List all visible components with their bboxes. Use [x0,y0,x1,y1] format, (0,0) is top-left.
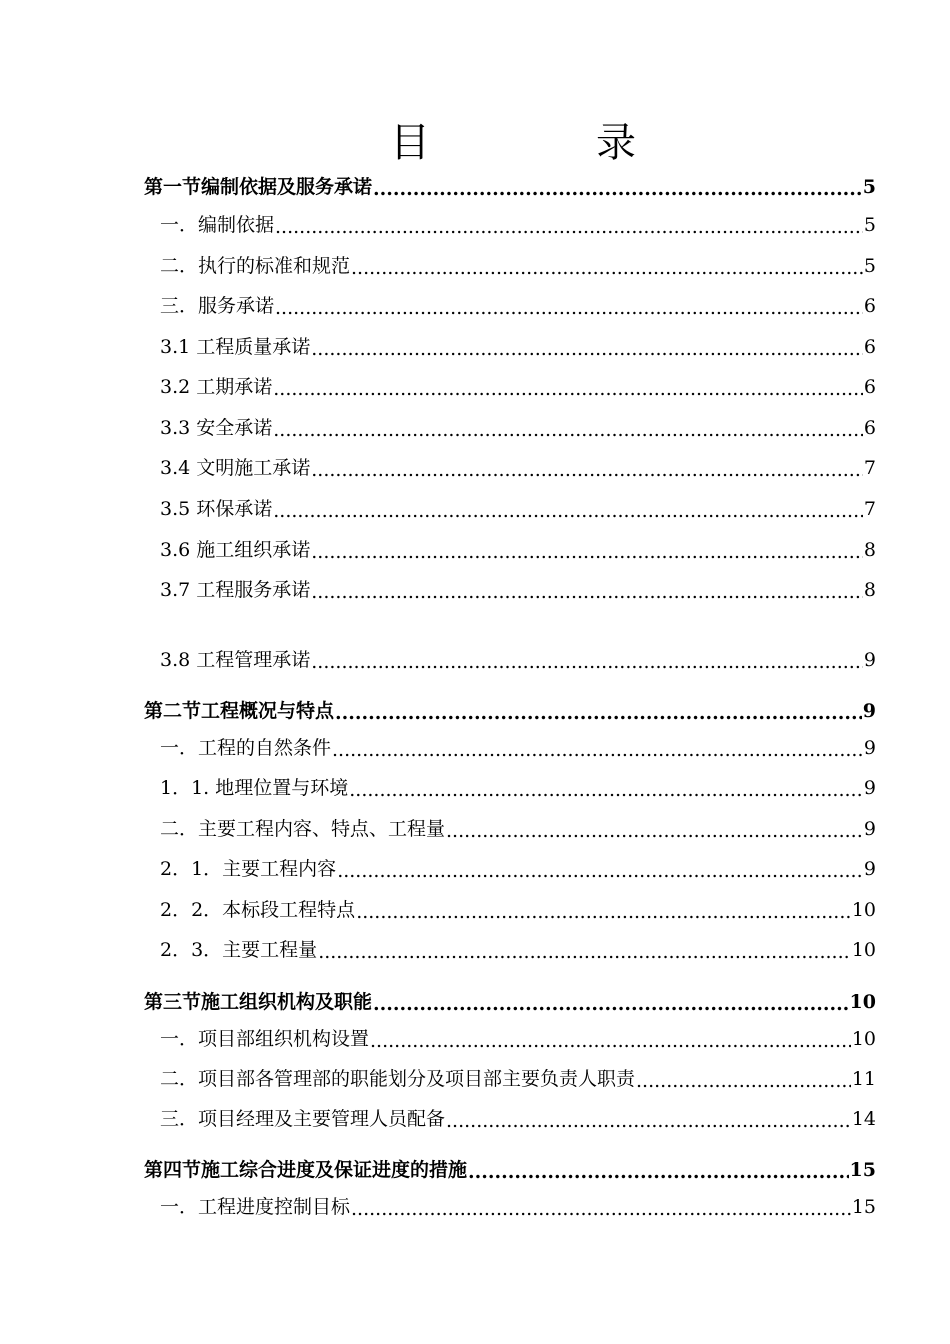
toc-entry-text: 3.5 环保承诺 [160,498,273,520]
toc-section-entry[interactable] [144,987,876,1015]
toc-entry-text: 3.1 工程质量承诺 [160,336,311,358]
toc-page-number: 7 [863,457,876,479]
toc-page-number: 10 [851,899,876,921]
toc-section-label: 第三节 [144,991,202,1013]
toc-entry[interactable] [160,332,876,360]
dot-leader [275,297,863,319]
toc-entry[interactable] [160,935,876,963]
toc-entry-text: 编制依据及服务承诺 [201,176,373,198]
title-char-left: 目 [390,120,430,166]
dot-leader [337,860,863,882]
dot-leader [311,541,863,563]
page-title [0,118,950,168]
toc-page-number: 9 [863,649,876,671]
dot-leader [373,178,862,200]
dot-leader [356,901,851,923]
toc-page-number: 9 [863,737,876,759]
dot-leader [318,941,851,963]
toc-entry[interactable] [160,413,876,441]
toc-page-number: 5 [863,255,876,277]
toc-entry-text: 3.4 文明施工承诺 [160,457,311,479]
toc-entry-text: 施工组织机构及职能 [201,991,373,1013]
toc-section-label: 第一节 [144,176,202,198]
dot-leader [273,419,863,441]
toc-section-entry[interactable] [144,1155,876,1183]
toc-section-entry[interactable] [144,172,876,200]
toc-page-number: 9 [862,700,876,722]
toc-page-number: 8 [863,539,876,561]
dot-leader [335,702,862,724]
toc-entry-text: 3.7 工程服务承诺 [160,579,311,601]
toc-entry[interactable] [160,1104,876,1132]
toc-page-number: 7 [863,498,876,520]
toc-page-number: 9 [863,777,876,799]
toc-entry-text: 1．1. 地理位置与环境 [160,777,349,799]
toc-page-number: 6 [863,417,876,439]
toc-page-number: 15 [851,1196,876,1218]
toc-entry-text: 一．项目部组织机构设置 [160,1028,370,1050]
toc-entry-text: 二．主要工程内容、特点、工程量 [160,818,446,840]
toc-entry-text: 一．工程的自然条件 [160,737,332,759]
dot-leader [636,1070,851,1092]
toc-page-number: 10 [851,1028,876,1050]
toc-entry[interactable] [160,1192,876,1220]
toc-section-label: 第二节 [144,700,202,722]
dot-leader [311,581,863,603]
toc-entry-text: 一．工程进度控制目标 [160,1196,351,1218]
toc-entry[interactable] [160,575,876,603]
toc-entry[interactable] [160,895,876,923]
toc-entry[interactable] [160,773,876,801]
dot-leader [273,378,863,400]
dot-leader [351,1198,851,1220]
toc-entry-text: 2．1．主要工程内容 [160,858,337,880]
dot-leader [468,1161,849,1183]
toc-page-number: 10 [851,939,876,961]
toc-entry-text: 三．服务承诺 [160,295,275,317]
dot-leader [311,459,863,481]
toc-page-number: 15 [849,1159,876,1181]
toc-entry[interactable] [160,251,876,279]
toc-page-number: 9 [863,818,876,840]
dot-leader [349,779,863,801]
dot-leader [275,216,863,238]
toc-entry-text: 工程概况与特点 [201,700,335,722]
dot-leader [370,1030,851,1052]
toc-page-number: 6 [863,336,876,358]
toc-entry[interactable] [160,1064,876,1092]
toc-entry[interactable] [160,814,876,842]
toc-entry[interactable] [160,854,876,882]
toc-entry-text: 施工综合进度及保证进度的措施 [201,1159,468,1181]
toc-entry[interactable] [160,535,876,563]
toc-entry[interactable] [160,645,876,673]
toc-page-number: 5 [863,214,876,236]
toc-entry-text: 2．2．本标段工程特点 [160,899,356,921]
dot-leader [446,1110,851,1132]
toc-entry-text: 二．执行的标准和规范 [160,255,351,277]
dot-leader [332,739,863,761]
dot-leader [311,651,863,673]
toc-entry-text: 3.3 安全承诺 [160,417,273,439]
toc-entry-text: 3.6 施工组织承诺 [160,539,311,561]
toc-entry[interactable] [160,733,876,761]
dot-leader [446,820,863,842]
toc-page-number: 9 [863,858,876,880]
toc-page-number: 14 [851,1108,876,1130]
toc-page-number: 8 [863,579,876,601]
toc-page-number: 11 [851,1068,876,1090]
toc-entry-text: 二．项目部各管理部的职能划分及项目部主要负责人职责 [160,1068,636,1090]
title-char-right: 录 [596,120,636,166]
toc-section-label: 第四节 [144,1159,202,1181]
dot-leader [351,257,863,279]
toc-entry-text: 3.8 工程管理承诺 [160,649,311,671]
toc-page-number: 5 [862,176,876,198]
toc-page-number: 6 [863,295,876,317]
dot-leader [373,993,849,1015]
toc-section-entry[interactable] [144,696,876,724]
toc-entry[interactable] [160,494,876,522]
toc-entry[interactable] [160,210,876,238]
toc-entry-text: 三．项目经理及主要管理人员配备 [160,1108,446,1130]
toc-entry[interactable] [160,291,876,319]
toc-entry-text: 一．编制依据 [160,214,275,236]
toc-entry[interactable] [160,453,876,481]
toc-page-number: 6 [863,376,876,398]
toc-entry[interactable] [160,1024,876,1052]
toc-page-number: 10 [849,991,876,1013]
toc-entry[interactable] [160,372,876,400]
dot-leader [311,338,863,360]
toc-entry-text: 3.2 工期承诺 [160,376,273,398]
dot-leader [273,500,863,522]
toc-entry-text: 2．3．主要工程量 [160,939,318,961]
